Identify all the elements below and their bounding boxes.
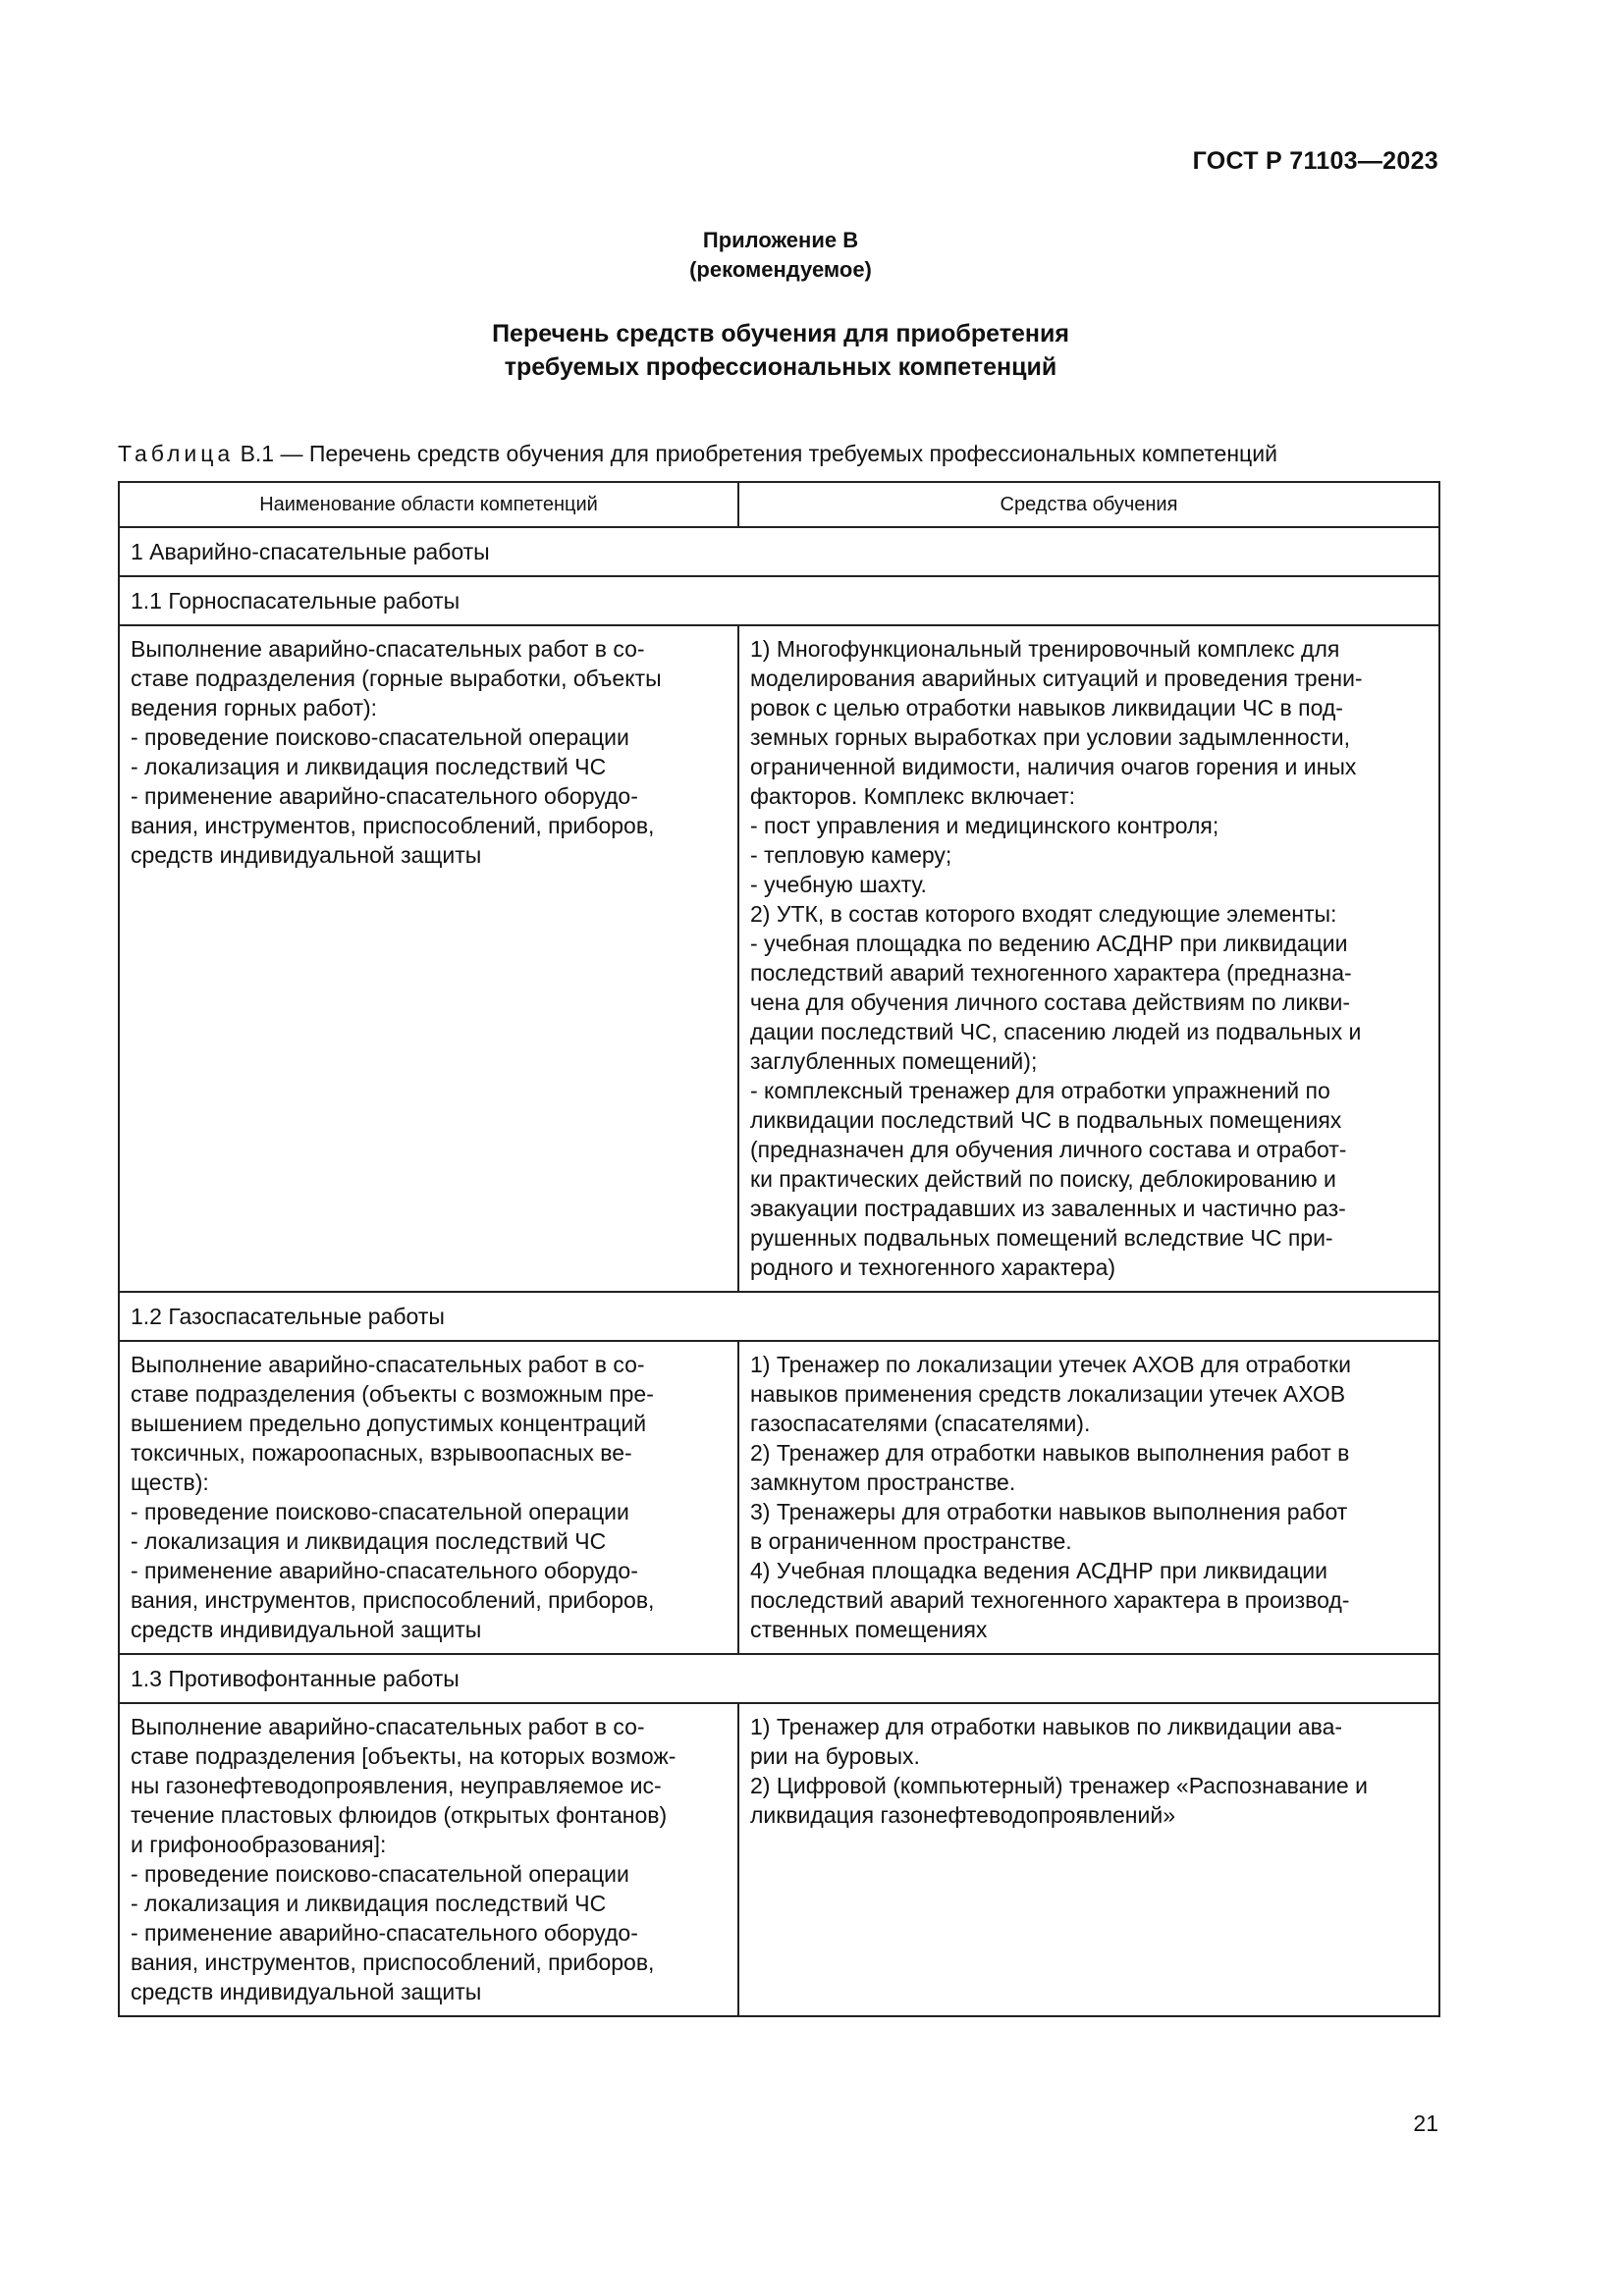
appendix-heading (0, 226, 1561, 285)
subsection-row (119, 1292, 1439, 1341)
subsection-title-1-3: 1.3 Противофонтанные работы (119, 1654, 1439, 1703)
subsection-title-1-2: 1.2 Газоспасательные работы (119, 1292, 1439, 1341)
competencies-table (118, 481, 1440, 2017)
page-title-line-2: требуемых профессиональных компетенций (504, 353, 1057, 381)
training-means-cell-1-2: 1) Тренажер по локализации утечек АХОВ для отработки навыков применения средств локализации утечек АХОВ газоспасателями (спасателями). 2) Тренажер для отработки навыков выполнения работ в замкнутом пространстве. 3) Тренажеры для отработки навыков выполнения работ в ограниченном пространстве. 4) Учебная площадка ведения АСДНР при ликвидации последствий аварий техногенного характера в производ- ственных помещениях (738, 1341, 1439, 1654)
column-header-training-means: Средства обучения (738, 482, 1439, 527)
section-row (119, 527, 1439, 576)
table-caption (118, 439, 1277, 468)
page-title (0, 317, 1561, 384)
subsection-row (119, 576, 1439, 625)
training-means-cell-1-3: 1) Тренажер для отработки навыков по ликвидации ава- рии на буровых. 2) Цифровой (компьютерный) тренажер «Распознавание и ликвидация газонефтеводопроявлений» (738, 1703, 1439, 2016)
subsection-title-1-1: 1.1 Горноспасательные работы (119, 576, 1439, 625)
competency-cell-1-1: Выполнение аварийно-спасательных работ в со- ставе подразделения (горные выработки, объекты ведения горных работ): - проведение поисково-спасательной операции - локализация и ликвидация последствий ЧС - применение аварийно-спасательного оборудо- вания, инструментов, приспособлений, приборов, средств индивидуальной защиты (119, 625, 738, 1292)
page-title-line-1: Перечень средств обучения для приобретения (492, 320, 1069, 347)
subsection-row (119, 1654, 1439, 1703)
table-caption-label: Таблица (118, 441, 235, 466)
competency-cell-1-2: Выполнение аварийно-спасательных работ в со- ставе подразделения (объекты с возможным пре- вышением предельно допустимых концентраций токсичных, пожароопасных, взрывоопасных ве- ществ): - проведение поисково-спасательной операции - локализация и ликвидация последствий ЧС - применение аварийно-спасательного оборудо- вания, инструментов, приспособлений, приборов, средств индивидуальной защиты (119, 1341, 738, 1654)
table-header-row (119, 482, 1439, 527)
appendix-title: Приложение В (702, 228, 859, 252)
training-means-cell-1-1: 1) Многофункциональный тренировочный комплекс для моделирования аварийных ситуаций и проведения трени- ровок с целью отработки навыков ликвидации ЧС в под- земных горных выработках при условии задымленности, ограниченной видимости, наличия очагов горения и иных факторов. Комплекс включает: - пост управления и медицинского контроля; - тепловую камеру; - учебную шахту. 2) УТК, в состав которого входят следующие элементы: - учебная площадка по ведению АСДНР при ликвидации последствий аварий техногенного характера (предназна- чена для обучения личного состава действиям по ликви- дации последствий ЧС, спасению людей из подвальных и заглубленных помещений); - комплексный тренажер для отработки упражнений по ликвидации последствий ЧС в подвальных помещениях (предназначен для обучения личного состава и отработ- ки практических действий по поиску, деблокированию и эвакуации пострадавших из заваленных и частично раз- рушенных подвальных помещений вследствие ЧС при- родного и техногенного характера) (738, 625, 1439, 1292)
table-row (119, 625, 1439, 1292)
table-row (119, 1341, 1439, 1654)
column-header-competency-area: Наименование области компетенций (119, 482, 738, 527)
table-row (119, 1703, 1439, 2016)
appendix-status: (рекомендуемое) (689, 257, 872, 282)
section-title-1: 1 Аварийно-спасательные работы (119, 527, 1439, 576)
table-caption-text: В.1 — Перечень средств обучения для приобретения требуемых профессиональных компетенций (234, 441, 1277, 466)
standard-number: ГОСТ Р 71103—2023 (1192, 147, 1438, 175)
competency-cell-1-3: Выполнение аварийно-спасательных работ в со- ставе подразделения [объекты, на которых возмож- ны газонефтеводопроявления, неуправляемое ис- течение пластовых флюидов (открытых фонтанов) и грифонообразования]: - проведение поисково-спасательной операции - локализация и ликвидация последствий ЧС - применение аварийно-спасательного оборудо- вания, инструментов, приспособлений, приборов, средств индивидуальной защиты (119, 1703, 738, 2016)
page-number: 21 (1413, 2110, 1438, 2136)
